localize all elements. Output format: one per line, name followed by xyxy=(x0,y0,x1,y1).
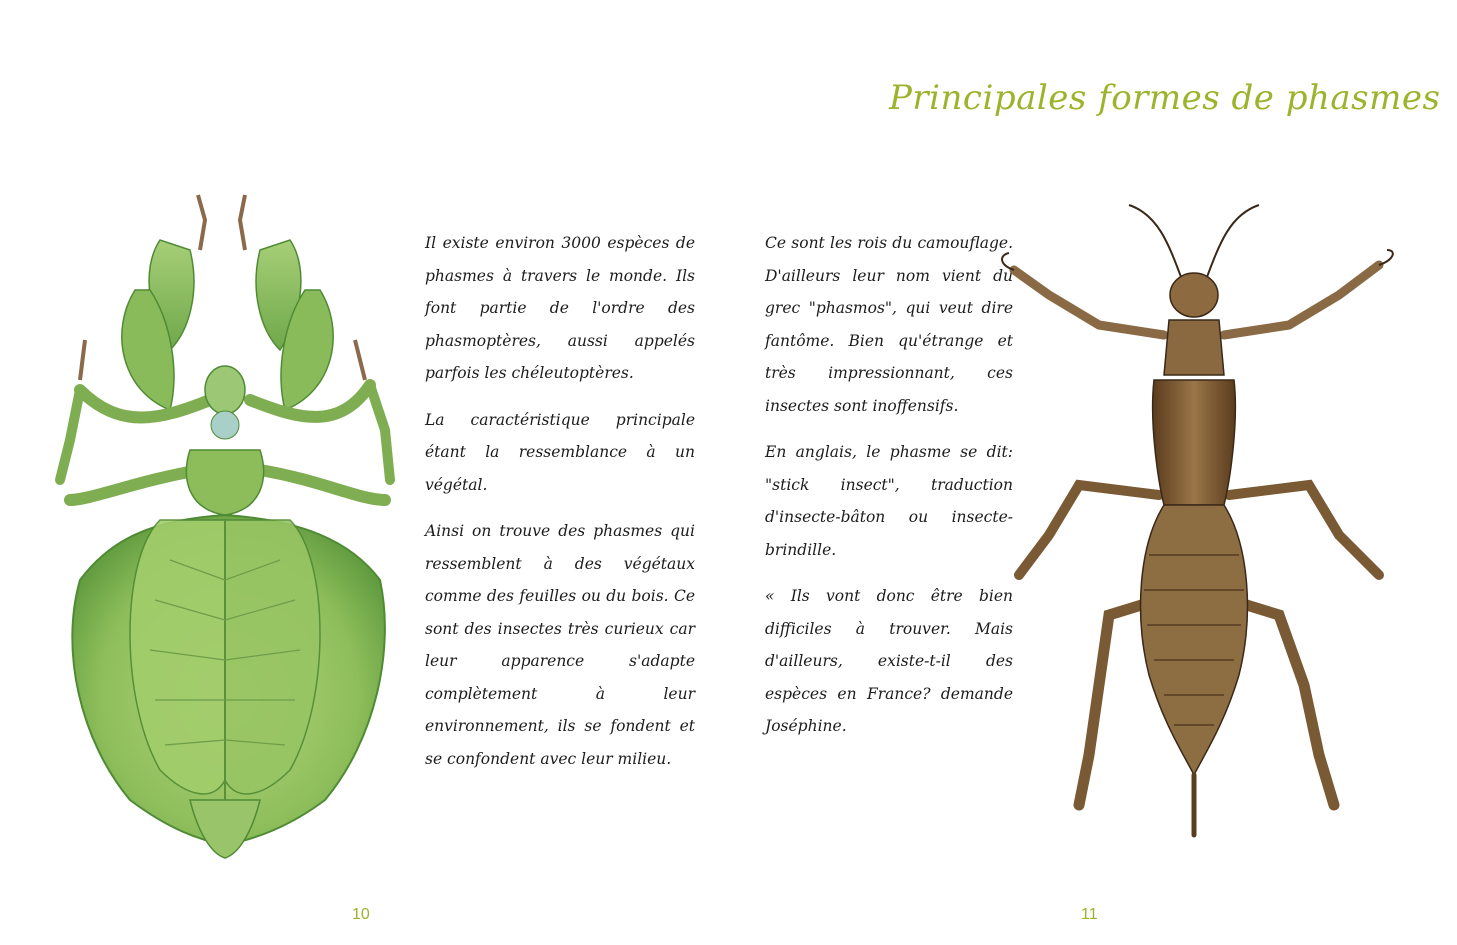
left-text-block xyxy=(425,227,695,789)
page-number-left: 10 xyxy=(352,906,370,923)
page-title: Principales formes de phasmes xyxy=(889,78,1441,118)
left-page xyxy=(0,0,728,945)
right-paragraph-3: « Ils vont donc être bien difficiles à trouver. Mais d'ailleurs, existe-t-il des espèces en France? demande Joséphine. xyxy=(765,587,1013,735)
left-paragraph-1: Il existe environ 3000 espèces de phasmes à travers le monde. Ils font partie de l'ordre des phasmoptères, aussi appelés parfois les chéleutoptères. xyxy=(425,234,695,382)
left-paragraph-2: La caractéristique principale étant la ressemblance à un végétal. xyxy=(425,410,695,494)
left-paragraph-3: Ainsi on trouve des phasmes qui ressemblent à des végétaux comme des feuilles ou du bois. Ce sont des insectes très curieux car leur apparence s'adapte complètement à leur environnement, ils se fondent et se confondent avec leur milieu. xyxy=(425,522,695,768)
right-page xyxy=(729,0,1457,945)
page-number-right: 11 xyxy=(1081,906,1098,923)
leaf-insect-illustration xyxy=(40,180,420,860)
right-paragraph-1: Ce sont les rois du camouflage. D'ailleurs leur nom vient du grec "phasmos", qui veut dire fantôme. Bien qu'étrange et très impressionnant, ces insectes sont inoffensifs. xyxy=(765,234,1013,415)
right-paragraph-2: En anglais, le phasme se dit: "stick insect", traduction d'insecte-bâton ou insecte-brindille. xyxy=(765,443,1013,559)
stick-insect-illustration xyxy=(959,195,1429,845)
